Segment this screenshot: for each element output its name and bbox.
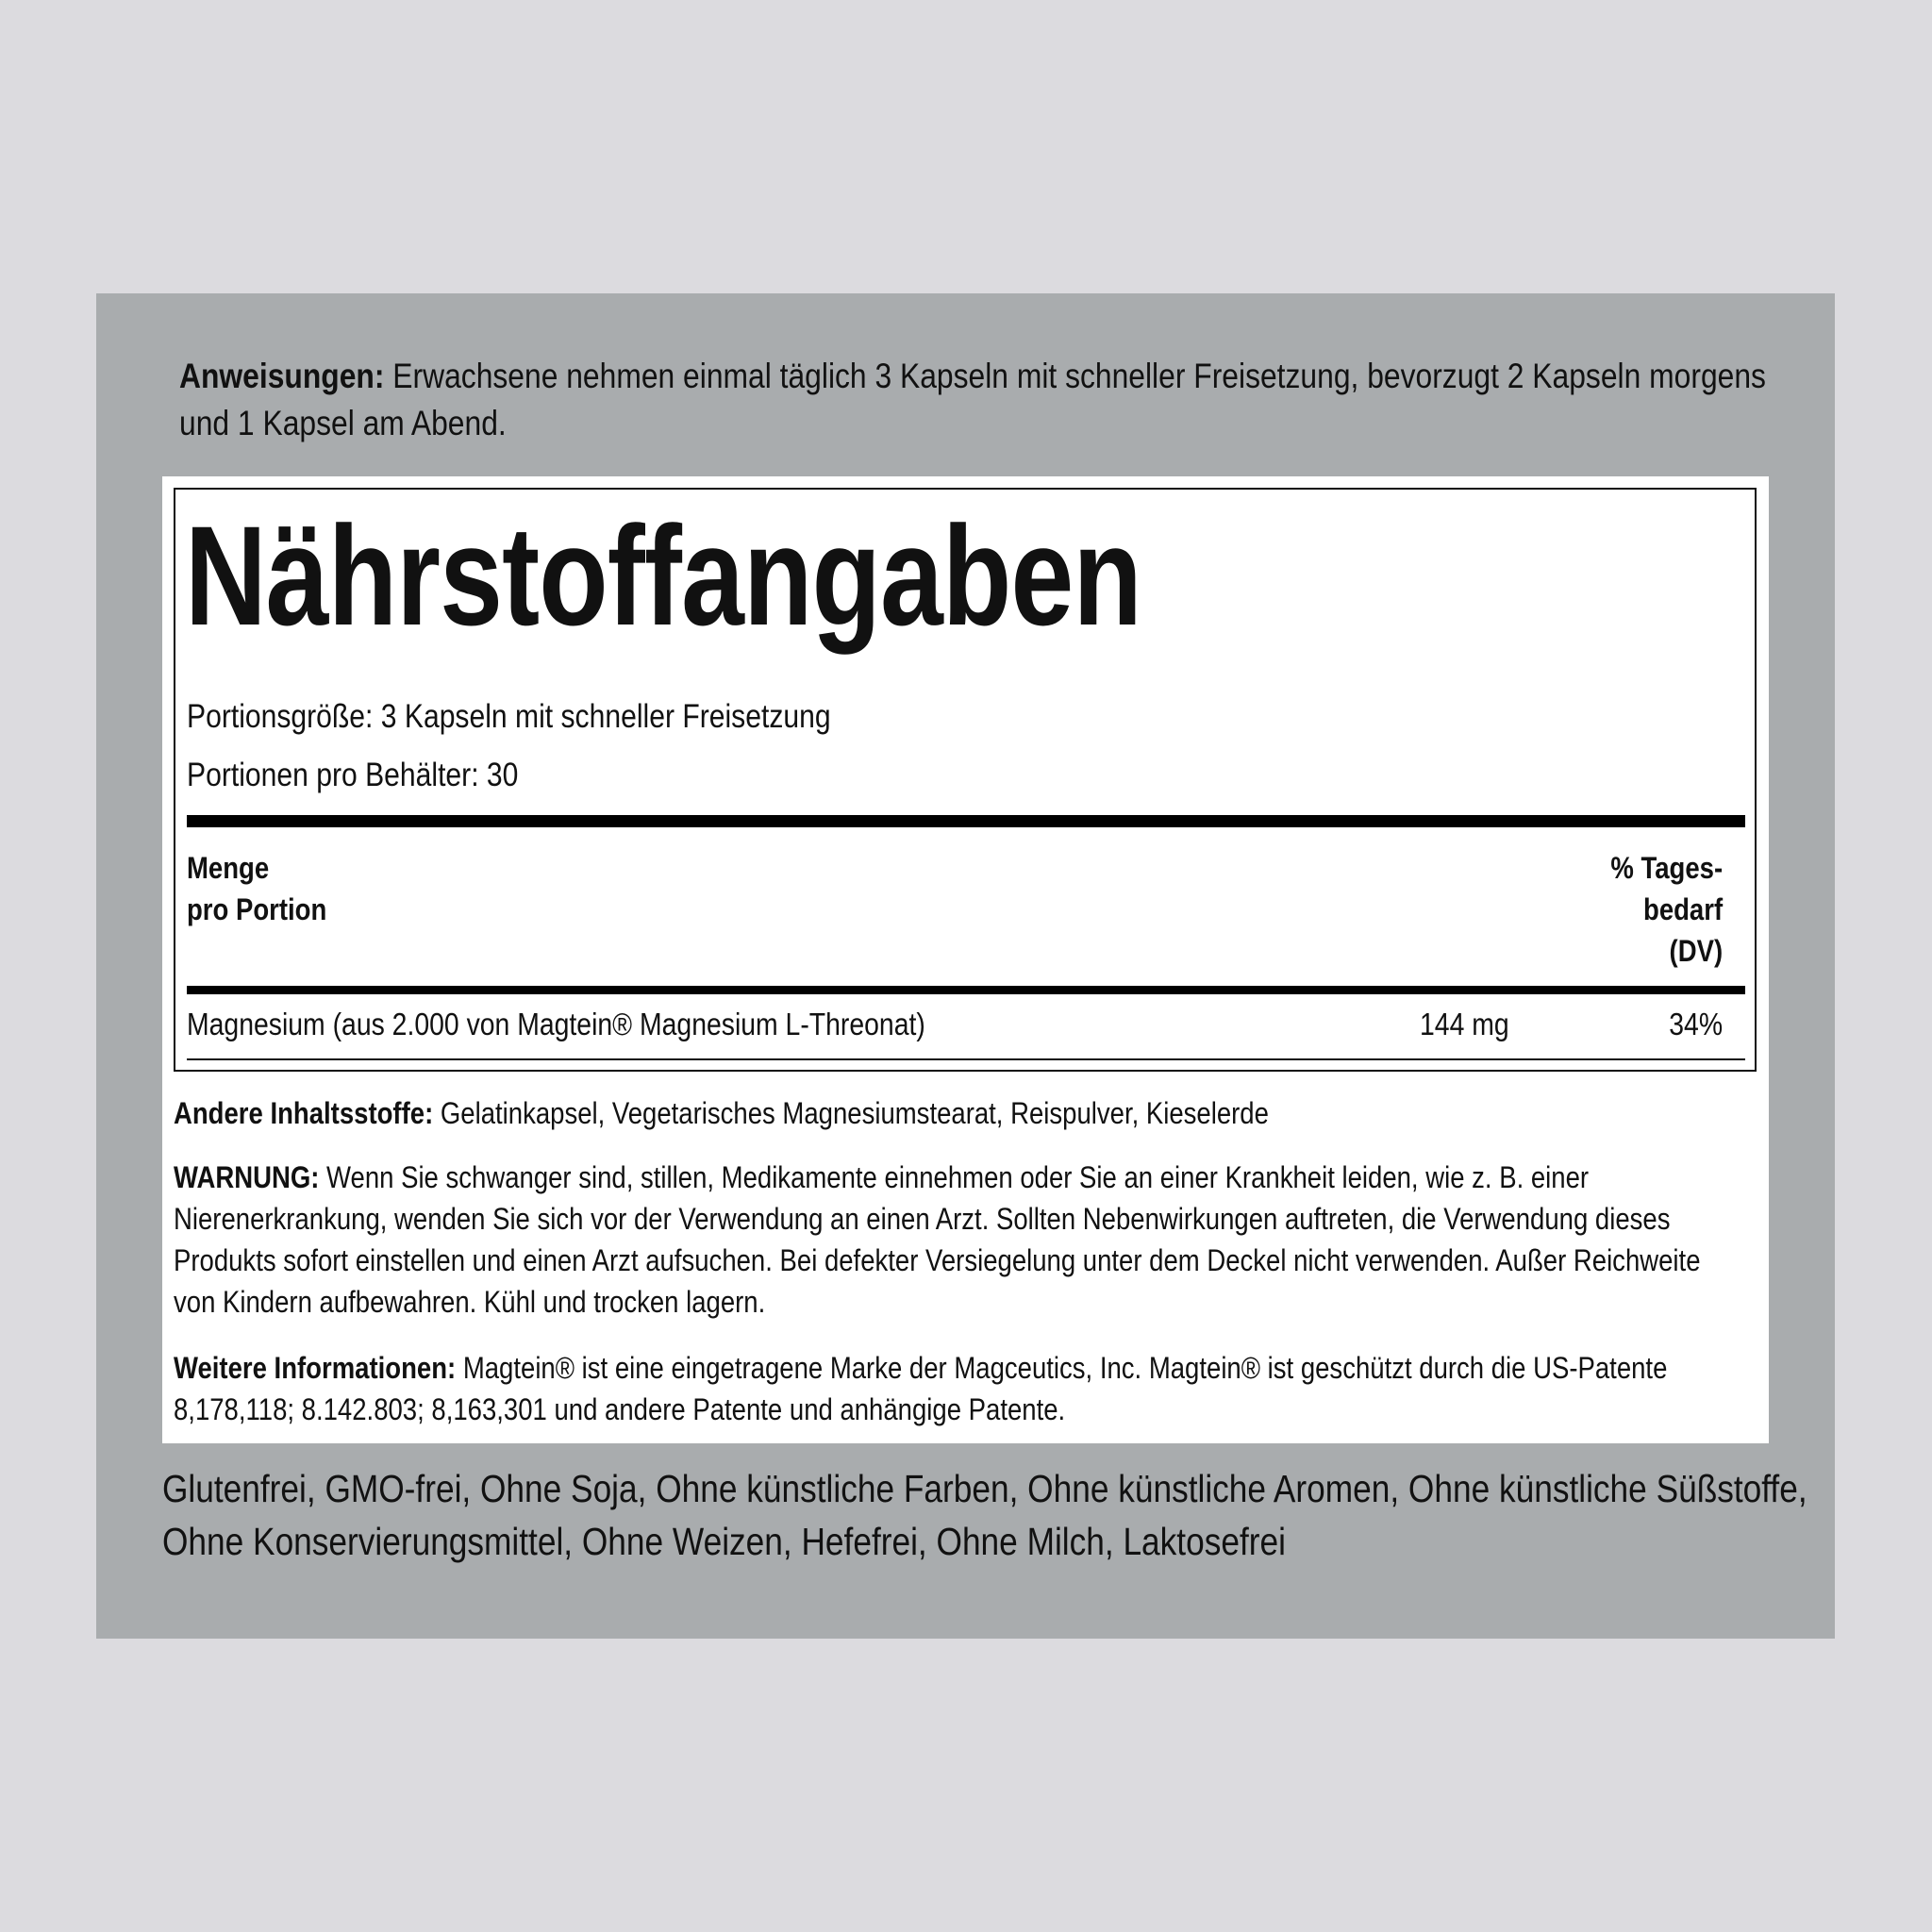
other-ingredients	[174, 1092, 1747, 1134]
warning-text: Wenn Sie schwanger sind, stillen, Medikamente einnehmen oder Sie an einer Krankheit leiden, wie z. B. einer Nierenerkrankung, wenden Sie sich vor der Verwendung an einen Arzt. Sollten Nebenwirkungen auftreten, die Verwendung dieses Produkts sofort einstellen und einen Arzt aufsuchen. Bei defekter Versiegelung unter dem Deckel nicht verwenden. Außer Reichweite von Kindern aufbewahren. Kühl und trocken lagern.	[174, 1160, 1701, 1319]
more-info-text: Magtein® ist eine eingetragene Marke der Magceutics, Inc. Magtein® ist geschützt durch die US-Patente 8,178,118; 8.142.803; 8,163,301 und andere Patente und anhängige Patente.	[174, 1351, 1668, 1426]
free-from-claims: Glutenfrei, GMO-frei, Ohne Soja, Ohne künstliche Farben, Ohne künstliche Aromen, Ohne künstliche Süßstoffe, Ohne Konservierungsmittel, Ohne Weizen, Hefefrei, Ohne Milch, Laktosefrei	[162, 1467, 1807, 1563]
other-ingredients-label: Andere Inhaltsstoffe:	[174, 1096, 434, 1130]
more-info-label: Weitere Informationen:	[174, 1351, 457, 1385]
nutrient-amount: 144 mg	[1420, 1007, 1509, 1041]
thick-divider-top	[187, 815, 1745, 827]
warning-label: WARNUNG:	[174, 1160, 320, 1194]
directions-text	[179, 353, 1786, 447]
nutrition-facts-title: Nährstoffangaben	[185, 496, 1141, 655]
directions-body: Erwachsene nehmen einmal täglich 3 Kapseln mit schneller Freisetzung, bevorzugt 2 Kapseln morgens und 1 Kapsel am Abend.	[179, 357, 1766, 442]
other-ingredients-text: Gelatinkapsel, Vegetarisches Magnesiumstearat, Reispulver, Kieselerde	[433, 1096, 1269, 1130]
warning	[174, 1157, 1747, 1323]
nutrient-daily-value: 34%	[1669, 1007, 1723, 1041]
thick-divider-middle	[187, 986, 1745, 994]
daily-value-header: % Tages- bedarf (DV)	[1610, 851, 1723, 968]
more-info	[174, 1347, 1747, 1430]
amount-per-serving-header: Menge pro Portion	[187, 851, 327, 926]
directions-label: Anweisungen:	[179, 357, 385, 395]
servings-per-container: Portionen pro Behälter: 30	[187, 757, 519, 793]
nutrient-name: Magnesium (aus 2.000 von Magtein® Magnesium L-Threonat)	[187, 1007, 925, 1041]
thin-divider-bottom	[187, 1058, 1745, 1060]
serving-size: Portionsgröße: 3 Kapseln mit schneller Freisetzung	[187, 698, 831, 735]
